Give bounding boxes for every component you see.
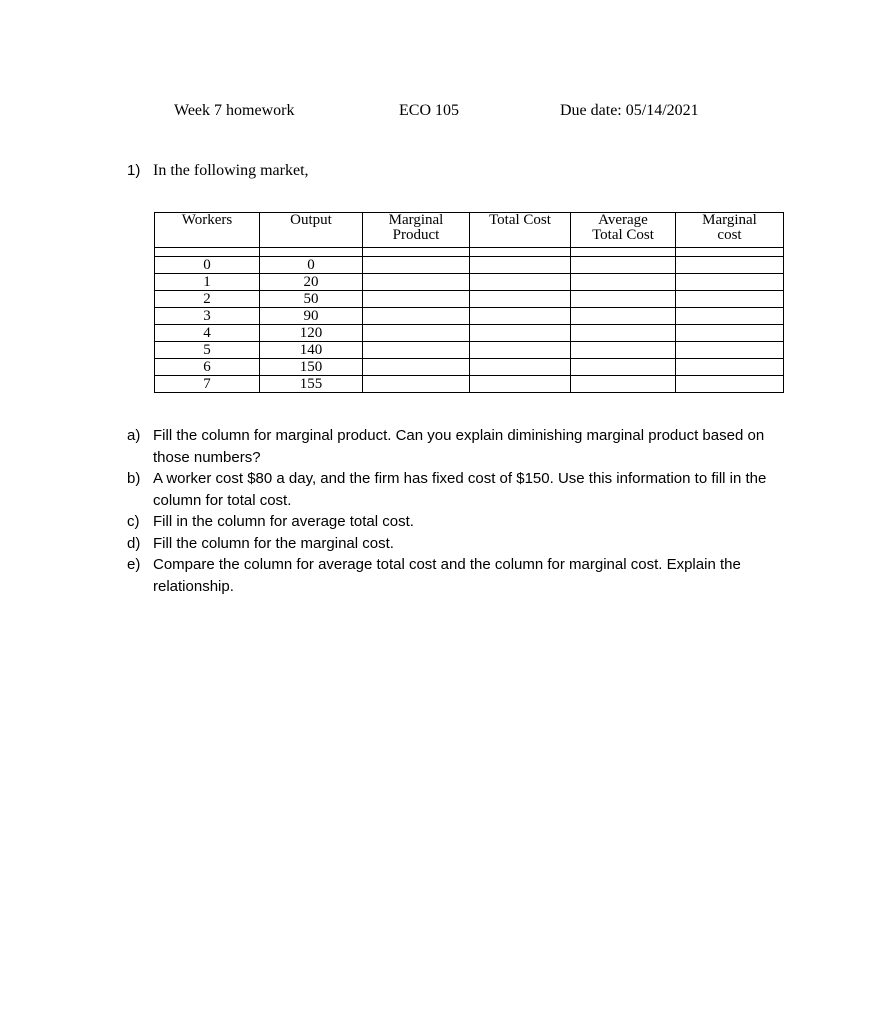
table-row bbox=[155, 291, 784, 308]
table-cell: 150 bbox=[260, 359, 363, 376]
table-cell bbox=[470, 248, 571, 257]
header-total-cost: Total Cost bbox=[470, 213, 571, 248]
question-1-number: 1) bbox=[127, 162, 141, 179]
table-cell bbox=[676, 325, 784, 342]
table-header-row bbox=[155, 213, 784, 248]
subquestion-letter: d) bbox=[127, 534, 141, 552]
table-cell bbox=[470, 308, 571, 325]
table-cell: 0 bbox=[260, 257, 363, 274]
table-cell: 50 bbox=[260, 291, 363, 308]
header-due-date: Due date: 05/14/2021 bbox=[560, 102, 699, 119]
question-1-text: In the following market, bbox=[153, 162, 309, 179]
table-cell: 0 bbox=[155, 257, 260, 274]
table-cell bbox=[470, 257, 571, 274]
header-marginal-cost: Marginal cost bbox=[676, 213, 784, 248]
subquestion-letter: e) bbox=[127, 556, 141, 573]
table-cell: 20 bbox=[260, 274, 363, 291]
table-cell: 120 bbox=[260, 325, 363, 342]
table-cell: 3 bbox=[155, 308, 260, 325]
table-cell: 6 bbox=[155, 359, 260, 376]
table-cell bbox=[470, 274, 571, 291]
table-cell bbox=[363, 376, 470, 393]
table-cell bbox=[470, 325, 571, 342]
table-row bbox=[155, 325, 784, 342]
subquestion bbox=[127, 554, 787, 597]
table-cell bbox=[363, 359, 470, 376]
table-cell: 1 bbox=[155, 274, 260, 291]
table-cell bbox=[571, 248, 676, 257]
table-cell: 7 bbox=[155, 376, 260, 393]
subquestion-text: Fill in the column for average total cost. bbox=[153, 513, 414, 530]
subquestion-list bbox=[127, 425, 787, 597]
table-cell bbox=[676, 257, 784, 274]
header-output: Output bbox=[260, 213, 363, 248]
subquestion bbox=[127, 533, 787, 555]
table-cell bbox=[363, 325, 470, 342]
table-cell bbox=[155, 248, 260, 257]
subquestion-text: Fill the column for marginal product. Can you explain diminishing marginal product based on those numbers? bbox=[153, 427, 765, 466]
table-row bbox=[155, 308, 784, 325]
table-cell bbox=[571, 325, 676, 342]
table-cell bbox=[571, 291, 676, 308]
table-row bbox=[155, 257, 784, 274]
table-cell bbox=[571, 376, 676, 393]
table-row bbox=[155, 376, 784, 393]
table-cell: 5 bbox=[155, 342, 260, 359]
table-cell bbox=[676, 308, 784, 325]
header-average-total-cost: Average Total Cost bbox=[571, 213, 676, 248]
table-cell bbox=[571, 342, 676, 359]
table-cell bbox=[363, 274, 470, 291]
subquestion-letter: b) bbox=[127, 470, 141, 487]
table-cell bbox=[571, 308, 676, 325]
subquestion-text: Compare the column for average total cost and the column for marginal cost. Explain the relationship. bbox=[153, 556, 741, 595]
table-cell bbox=[571, 274, 676, 291]
table-cell bbox=[363, 308, 470, 325]
table-cell bbox=[363, 291, 470, 308]
table-cell bbox=[676, 376, 784, 393]
table-cell bbox=[363, 342, 470, 359]
table-row bbox=[155, 342, 784, 359]
table-cell bbox=[363, 248, 470, 257]
table-cell bbox=[676, 342, 784, 359]
question-1 bbox=[127, 162, 309, 180]
table-spacer-row bbox=[155, 248, 784, 257]
table-cell: 2 bbox=[155, 291, 260, 308]
table-cell bbox=[470, 359, 571, 376]
table-cell: 140 bbox=[260, 342, 363, 359]
table-cell bbox=[363, 257, 470, 274]
table-cell bbox=[676, 291, 784, 308]
subquestion-letter: a) bbox=[127, 427, 141, 444]
table-row bbox=[155, 359, 784, 376]
subquestion bbox=[127, 425, 787, 468]
table-cell bbox=[676, 248, 784, 257]
table-cell: 90 bbox=[260, 308, 363, 325]
table-cell bbox=[470, 376, 571, 393]
table-row bbox=[155, 274, 784, 291]
subquestion-text: A worker cost $80 a day, and the firm has fixed cost of $150. Use this information to fill in the column for total cost. bbox=[153, 470, 767, 509]
subquestion bbox=[127, 468, 787, 511]
table-cell bbox=[676, 274, 784, 291]
subquestion-letter: c) bbox=[127, 513, 140, 530]
table-cell bbox=[571, 359, 676, 376]
table-cell bbox=[470, 291, 571, 308]
header-course: ECO 105 bbox=[399, 102, 459, 119]
table-cell bbox=[260, 248, 363, 257]
table-cell: 155 bbox=[260, 376, 363, 393]
table-cell: 4 bbox=[155, 325, 260, 342]
subquestion bbox=[127, 511, 787, 533]
header-title: Week 7 homework bbox=[174, 102, 295, 119]
subquestion-text: Fill the column for the marginal cost. bbox=[153, 534, 394, 552]
header-marginal-product: Marginal Product bbox=[363, 213, 470, 248]
header-workers: Workers bbox=[155, 213, 260, 248]
market-table bbox=[154, 212, 784, 393]
table-cell bbox=[571, 257, 676, 274]
table-cell bbox=[470, 342, 571, 359]
table-cell bbox=[676, 359, 784, 376]
